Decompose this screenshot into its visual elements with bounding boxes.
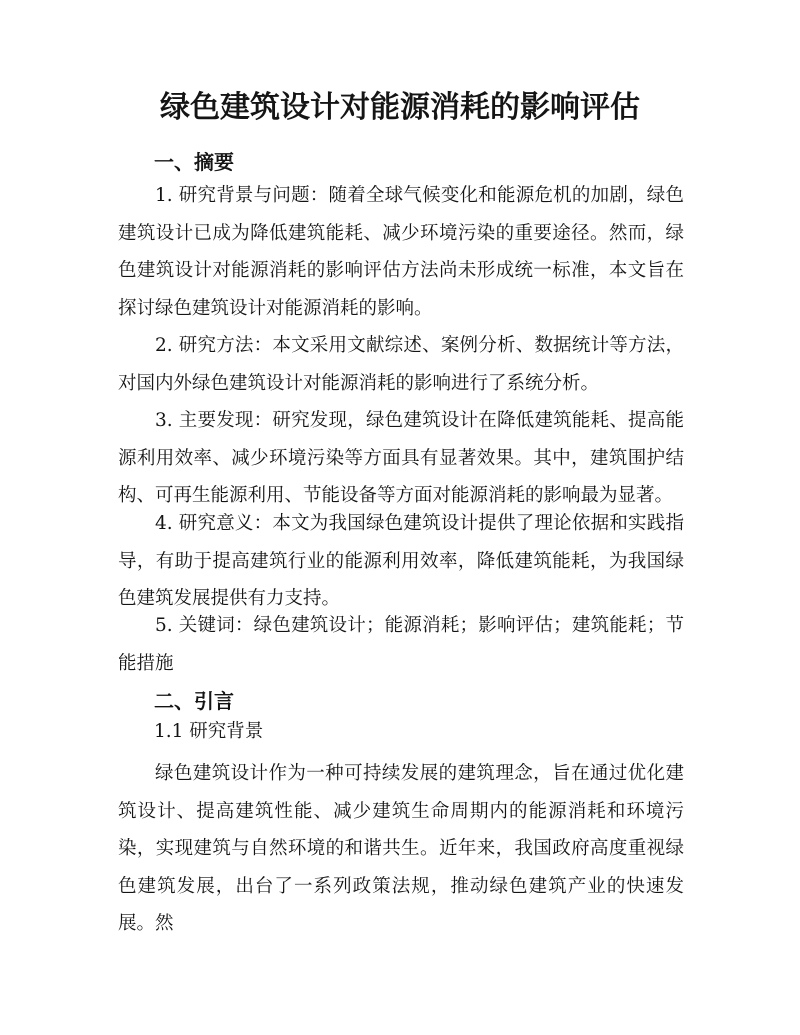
introduction-paragraph-1: 绿色建筑设计作为一种可持续发展的建筑理念，旨在通过优化建筑设计、提高建筑性能、减少建筑生命周期内的能源消耗和环境污染，实现建筑与自然环境的和谐共生。近年来，我国政府高度重视绿色建筑发展，出台了一系列政策法规，推动绿色建筑产业的快速发展。然 bbox=[118, 763, 684, 934]
subsection-heading-background: 1.1 研究背景 bbox=[154, 721, 264, 742]
abstract-paragraph-5: 5. 关键词：绿色建筑设计；能源消耗；影响评估；建筑能耗；节能措施 bbox=[118, 615, 684, 674]
document-title: 绿色建筑设计对能源消耗的影响评估 bbox=[160, 90, 640, 125]
abstract-paragraph-4: 4. 研究意义：本文为我国绿色建筑设计提供了理论依据和实践指导，有助于提高建筑行业的能源利用效率，降低建筑能耗，为我国绿色建筑发展提供有力支持。 bbox=[118, 513, 684, 609]
abstract-paragraph-1: 1. 研究背景与问题：随着全球气候变化和能源危机的加剧，绿色建筑设计已成为降低建筑能耗、减少环境污染的重要途径。然而，绿色建筑设计对能源消耗的影响评估方法尚未形成统一标准，本文旨在探讨绿色建筑设计对能源消耗的影响。 bbox=[118, 185, 684, 319]
abstract-paragraph-3: 3. 主要发现：研究发现，绿色建筑设计在降低建筑能耗、提高能源利用效率、减少环境污染等方面具有显著效果。其中，建筑围护结构、可再生能源利用、节能设备等方面对能源消耗的影响最为显著。 bbox=[118, 410, 684, 506]
section-heading-abstract: 一、摘要 bbox=[154, 150, 234, 174]
abstract-paragraph-2: 2. 研究方法：本文采用文献综述、案例分析、数据统计等方法，对国内外绿色建筑设计对能源消耗的影响进行了系统分析。 bbox=[118, 335, 684, 394]
section-heading-introduction: 二、引言 bbox=[154, 689, 234, 713]
